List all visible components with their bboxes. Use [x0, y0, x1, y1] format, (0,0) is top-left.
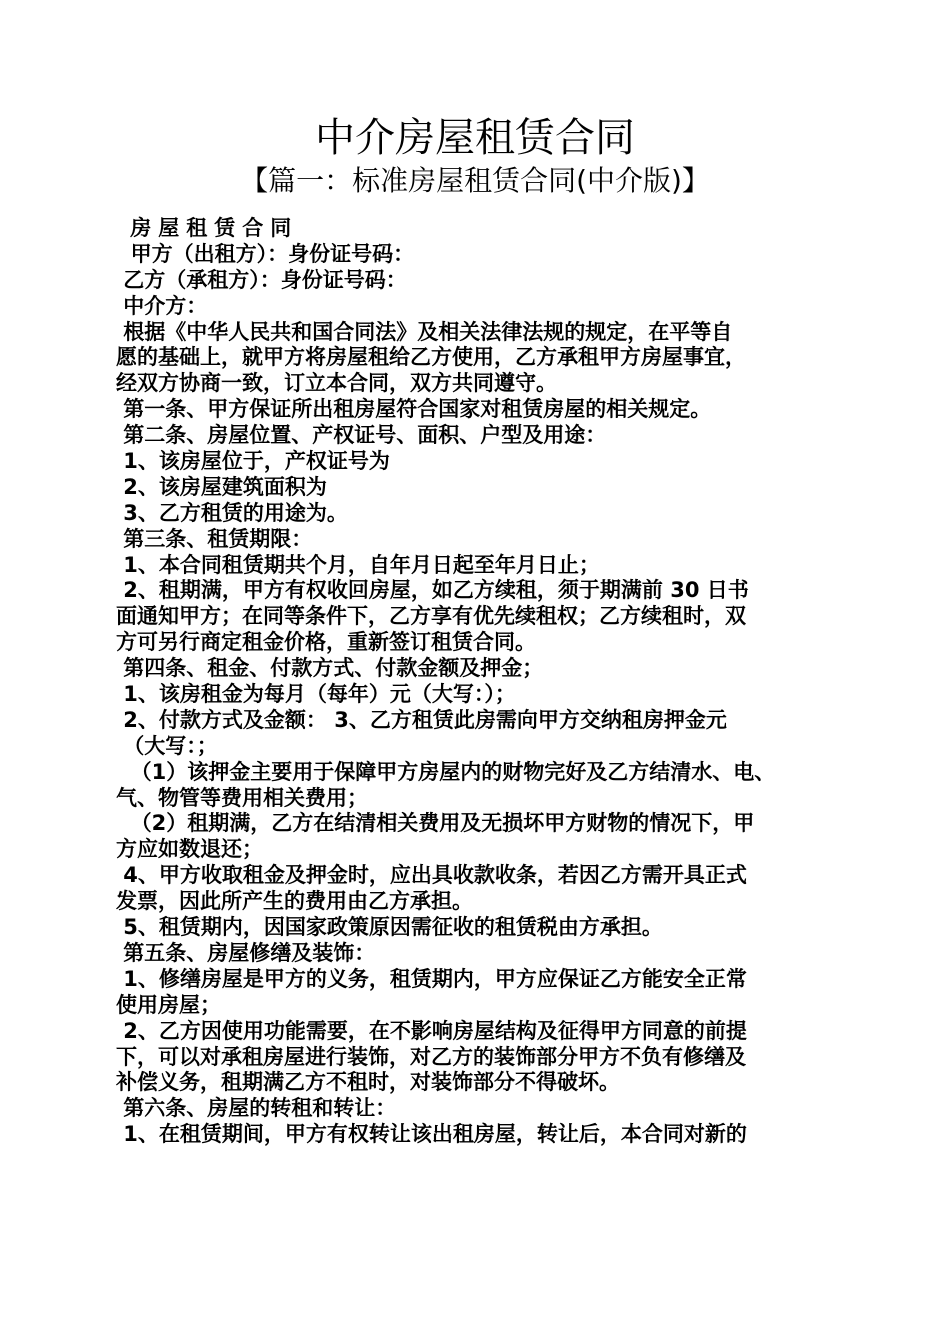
text-line: （1）该押金主要用于保障甲方房屋内的财物完好及乙方结清水、电、 [116, 759, 776, 784]
text-line: 2、付款方式及金额： 3、乙方租赁此房需向甲方交纳租房押金元 [116, 707, 727, 732]
text-line: 第四条、租金、付款方式、付款金额及押金； [116, 656, 544, 681]
text-line: 气、物管等费用相关费用； [116, 785, 368, 810]
text-line: 1、在租赁期间，甲方有权转让该出租房屋，转让后，本合同对新的 [116, 1122, 747, 1147]
text-line: 面通知甲方；在同等条件下，乙方享有优先续租权；乙方续租时，双 [116, 604, 746, 629]
text-line: 根据《中华人民共和国合同法》及相关法律法规的规定，在平等自 [116, 319, 733, 344]
document-body [116, 216, 846, 1148]
text-line: 第二条、房屋位置、产权证号、面积、户型及用途： [116, 423, 607, 448]
text-line: 5、租赁期内，因国家政策原因需征收的租赁税由方承担。 [116, 915, 663, 940]
text-line: 第六条、房屋的转租和转让： [116, 1096, 397, 1121]
text-line: 第三条、租赁期限： [116, 526, 313, 551]
text-line: 1、该房屋位于，产权证号为 [116, 449, 390, 474]
text-line: 愿的基础上，就甲方将房屋租给乙方使用，乙方承租甲方房屋事宜， [116, 345, 746, 370]
text-line: 经双方协商一致，订立本合同，双方共同遵守。 [116, 371, 557, 396]
text-line: 4、甲方收取租金及押金时，应出具收款收条，若因乙方需开具正式 [116, 863, 747, 888]
text-line: 方可另行商定租金价格，重新签订租赁合同。 [116, 630, 536, 655]
text-line: 中介方： [116, 293, 208, 318]
contract-heading: 房屋租赁合同 [116, 216, 299, 240]
text-line: （大写：； [116, 733, 218, 758]
text-line: 补偿义务，租期满乙方不租时，对装饰部分不得破坏。 [116, 1070, 620, 1095]
text-line: 1、修缮房屋是甲方的义务，租赁期内，甲方应保证乙方能安全正常 [116, 966, 747, 991]
text-line: 3、乙方租赁的用途为。 [116, 500, 348, 525]
text-line: 2、该房屋建筑面积为 [116, 474, 327, 499]
text-line: 1、该房租金为每月（每年）元（大写：）； [116, 682, 516, 707]
document-title: 中介房屋租赁合同 [315, 115, 635, 161]
document-subtitle: 【篇一：标准房屋租赁合同(中介版)】 [240, 164, 710, 197]
text-line: 2、租期满，甲方有权收回房屋，如乙方续租，须于期满前 30 日书 [116, 578, 749, 603]
text-line: 方应如数退还； [116, 837, 263, 862]
text-line: 下，可以对承租房屋进行装饰，对乙方的装饰部分甲方不负有修缮及 [116, 1044, 746, 1069]
text-line: 使用房屋； [116, 992, 221, 1017]
text-line: 发票，因此所产生的费用由乙方承担。 [116, 889, 473, 914]
text-line: 1、本合同租赁期共个月，自年月日起至年月日止； [116, 552, 600, 577]
text-line: 2、乙方因使用功能需要，在不影响房屋结构及征得甲方同意的前提 [116, 1018, 747, 1043]
text-line: 第一条、甲方保证所出租房屋符合国家对租赁房屋的相关规定。 [116, 397, 712, 422]
text-line: （2）租期满，乙方在结清相关费用及无损坏甲方财物的情况下，甲 [116, 811, 755, 836]
text-line: 甲方（出租方）：身份证号码： [116, 241, 415, 266]
text-line: 乙方（承租方）：身份证号码： [116, 267, 407, 292]
text-line: 第五条、房屋修缮及装饰： [116, 940, 376, 965]
